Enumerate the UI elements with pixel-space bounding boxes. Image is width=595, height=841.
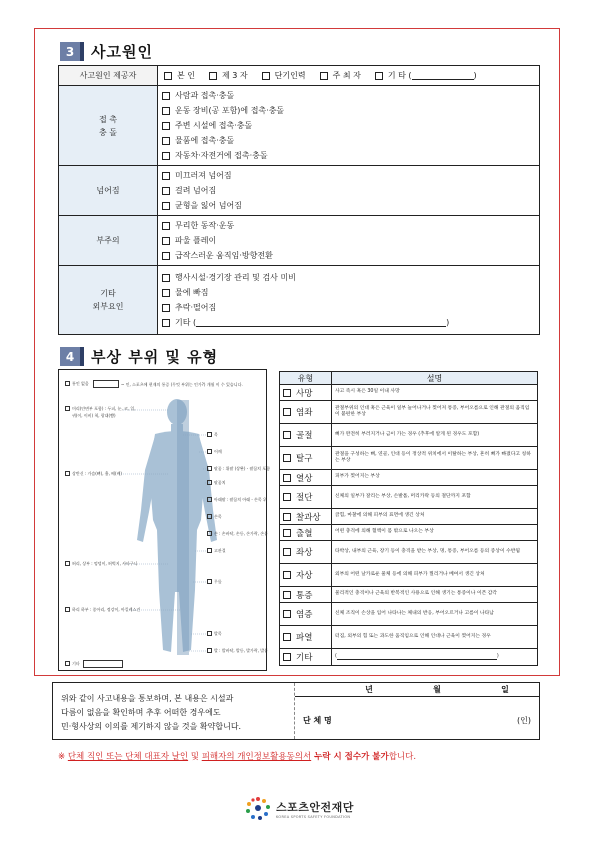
injury-desc-cell bbox=[332, 385, 537, 400]
injury-type-label: 열상 bbox=[296, 473, 313, 484]
body-label-note: ~ 인, 스포츠에 현재의 통증 (무엇 부위는 인가?) 개월 이 수 있습니다. bbox=[121, 382, 243, 387]
checkbox[interactable] bbox=[162, 237, 170, 245]
foundation-logo bbox=[244, 795, 354, 823]
checkbox[interactable] bbox=[283, 454, 291, 462]
seal-label[interactable]: (인) bbox=[517, 716, 531, 725]
section-4-bar bbox=[80, 347, 84, 366]
confirmation-line: 민·형사상의 이의를 제기하지 않을 것을 확약합니다. bbox=[61, 722, 242, 731]
cause-option[interactable]: 균형을 잃어 넘어짐 bbox=[162, 198, 535, 213]
checkbox[interactable] bbox=[65, 471, 70, 476]
checkbox[interactable] bbox=[65, 381, 70, 386]
checkbox[interactable] bbox=[283, 474, 291, 482]
injury-desc-cell bbox=[332, 509, 537, 524]
cause-option[interactable]: 물품에 접촉·충돌 bbox=[162, 133, 535, 148]
injury-type-table bbox=[279, 371, 538, 666]
body-label-foot[interactable]: 발 : 발바닥, 발등, 발가락, 발톱 bbox=[207, 648, 268, 654]
body-none-field[interactable] bbox=[93, 380, 119, 388]
section-3-bar bbox=[80, 42, 84, 61]
provider-option-host[interactable]: 주 최 자 bbox=[320, 70, 361, 81]
injury-type-label: 사망 bbox=[296, 388, 313, 399]
table-row bbox=[280, 385, 537, 401]
injury-desc-cell bbox=[332, 564, 537, 586]
body-label-forearm[interactable]: 아래팔 : 팔꿈치 아래 - 손목 위 bbox=[207, 497, 267, 503]
section-3-title bbox=[60, 41, 153, 62]
checkbox[interactable] bbox=[162, 319, 170, 327]
signature-area bbox=[295, 683, 539, 739]
body-label-hip-joint[interactable]: 고관절 bbox=[207, 548, 226, 554]
injury-desc-cell bbox=[332, 401, 537, 423]
injury-type-cell[interactable] bbox=[280, 447, 332, 469]
injury-type-label: 기타 bbox=[296, 653, 313, 663]
confirmation-text bbox=[53, 683, 295, 739]
checkbox[interactable] bbox=[283, 653, 291, 661]
notice-mark: ※ bbox=[58, 752, 66, 762]
injury-desc-text: 타박상, 내부의 근육, 장기 등이 충격을 받는 부상, 멍, 통증, 부어오름 등의 증상이 수반됨 bbox=[335, 548, 520, 554]
date-row bbox=[295, 683, 539, 697]
provider-option-other[interactable]: 기 타 ( ) bbox=[375, 70, 477, 81]
injury-desc-cell bbox=[332, 603, 537, 625]
checkbox[interactable] bbox=[162, 187, 170, 195]
checkbox[interactable] bbox=[283, 408, 291, 416]
checkbox[interactable] bbox=[283, 493, 291, 501]
cause-option[interactable]: 미끄러져 넘어짐 bbox=[162, 168, 535, 183]
checkbox[interactable] bbox=[283, 548, 291, 556]
table-row bbox=[280, 401, 537, 424]
body-label-elbow[interactable]: 팔꿈치 bbox=[207, 480, 226, 486]
checkbox[interactable] bbox=[162, 92, 170, 100]
checkbox[interactable] bbox=[162, 289, 170, 297]
injury-type-label: 찰과상 bbox=[296, 512, 321, 523]
foundation-logo-icon bbox=[244, 795, 272, 823]
cause-option[interactable]: 행사시설·경기장 관리 및 검사 미비 bbox=[162, 270, 535, 285]
body-label-upper[interactable]: 상반신 : 가슴(뼈), 흉, 배(배) bbox=[65, 471, 122, 477]
checkbox[interactable] bbox=[65, 561, 70, 566]
section-3-number: 3 bbox=[60, 42, 80, 61]
provider-option-self[interactable]: 본 인 bbox=[164, 70, 195, 81]
provider-option-temp[interactable]: 단기인력 bbox=[262, 70, 306, 81]
provider-other-field[interactable] bbox=[412, 72, 474, 80]
cause-option[interactable]: 사람과 접촉·충돌 bbox=[162, 88, 535, 103]
injury-desc-text: 관절부위의 인대 혹은 근육이 일부 늘어나거나 찢어져 통증, 부어오름으로 인해 관절의 움직임이 불편한 부상 bbox=[335, 405, 530, 417]
checkbox[interactable] bbox=[283, 513, 291, 521]
injury-desc-text: 신체 조직이 손상을 입어 나타나는 체내의 반응, 부어오르거나 고름이 나타남 bbox=[335, 610, 494, 616]
body-label-shoulder[interactable]: 어깨 bbox=[207, 449, 222, 455]
checkbox[interactable] bbox=[375, 72, 383, 80]
injury-desc-text: 외부의 어떤 날카로운 물체 등에 의해 피부가 찔리거나 베여서 생긴 상처 bbox=[335, 571, 485, 577]
injury-type-label: 골절 bbox=[296, 431, 313, 441]
injury-desc-text: 터짐, 외부의 힘 또는 과도한 움직임으로 인해 인대나 근육이 찢어지는 경우 bbox=[335, 633, 491, 639]
injury-desc-cell bbox=[332, 424, 537, 446]
header-type: 유형 bbox=[280, 372, 332, 384]
cause-row-careless bbox=[59, 216, 539, 266]
provider-option-third[interactable]: 제 3 자 bbox=[209, 70, 248, 81]
cause-other-field[interactable] bbox=[196, 319, 446, 327]
injury-type-label: 염증 bbox=[296, 610, 313, 620]
cause-label-careless: 부주의 bbox=[59, 216, 158, 265]
checkbox[interactable] bbox=[207, 497, 212, 502]
notice-part: 누락 시 접수가 불가 bbox=[311, 752, 389, 762]
checkbox[interactable] bbox=[65, 607, 70, 612]
cause-option[interactable]: 운동 장비(공 포함)에 접촉·충돌 bbox=[162, 103, 535, 118]
injury-desc-text: 피부가 찢어지는 부상 bbox=[335, 474, 380, 480]
injury-type-label: 탈구 bbox=[296, 454, 313, 464]
body-label-hip[interactable]: 허리, 상부 : 엉덩이, 허벅지, 사타구니 bbox=[65, 561, 138, 567]
body-label-other[interactable]: 기타 bbox=[65, 661, 80, 667]
body-label-hand[interactable]: 손 : 손바닥, 손등, 손가락, 손톱 bbox=[207, 531, 268, 537]
checkbox[interactable] bbox=[283, 529, 291, 537]
cause-option[interactable]: 추락·떨어짐 bbox=[162, 300, 535, 315]
table-row bbox=[280, 424, 537, 447]
injury-type-cell[interactable] bbox=[280, 603, 332, 625]
injury-type-cell[interactable] bbox=[280, 401, 332, 423]
checkbox[interactable] bbox=[207, 648, 212, 653]
checkbox[interactable] bbox=[207, 449, 212, 454]
body-other-field[interactable] bbox=[83, 660, 123, 668]
injury-desc-cell bbox=[332, 587, 537, 602]
confirmation-box bbox=[52, 682, 540, 740]
checkbox[interactable] bbox=[162, 252, 170, 260]
injury-type-label: 절단 bbox=[296, 493, 313, 503]
notice-part: 합니다. bbox=[388, 752, 417, 762]
injury-desc-cell bbox=[332, 649, 537, 665]
checkbox[interactable] bbox=[162, 274, 170, 282]
checkbox[interactable] bbox=[207, 514, 212, 519]
injury-desc-text: ( bbox=[335, 653, 337, 659]
checkbox[interactable] bbox=[207, 548, 212, 553]
injury-type-cell[interactable] bbox=[280, 649, 332, 665]
injury-desc-cell bbox=[332, 470, 537, 485]
body-label-wrist[interactable]: 손목 bbox=[207, 514, 222, 520]
injury-type-label: 통증 bbox=[296, 590, 313, 601]
section-4-heading: 부상 부위 및 유형 bbox=[91, 348, 219, 366]
injury-desc-cell bbox=[332, 525, 537, 540]
section-3-heading: 사고원인 bbox=[91, 43, 153, 61]
injury-type-cell[interactable] bbox=[280, 626, 332, 648]
checkbox[interactable] bbox=[162, 172, 170, 180]
injury-desc-cell bbox=[332, 447, 537, 469]
injury-desc-text: 물리적인 충격이나 근육의 반복적인 사용으로 인해 생기는 통증이나 이픈 감각 bbox=[335, 591, 498, 597]
cause-label-collision: 접 촉 충 돌 bbox=[59, 86, 158, 165]
injury-type-cell[interactable] bbox=[280, 470, 332, 485]
injury-desc-text: 어떤 충격에 의해 혈액이 몸 밖으로 나오는 부상 bbox=[335, 529, 434, 535]
injury-type-cell[interactable] bbox=[280, 587, 332, 602]
cause-row-collision bbox=[59, 86, 539, 166]
foundation-name: 스포츠안전재단 bbox=[276, 801, 354, 814]
injury-type-cell[interactable] bbox=[280, 564, 332, 586]
checkbox[interactable] bbox=[162, 137, 170, 145]
confirmation-line: 위와 같이 사고내용을 통보하며, 본 내용은 시설과 bbox=[61, 694, 234, 703]
checkbox[interactable] bbox=[162, 107, 170, 115]
table-row bbox=[280, 486, 537, 509]
checkbox[interactable] bbox=[283, 633, 291, 641]
injury-type-label: 출혈 bbox=[296, 528, 313, 539]
table-row bbox=[280, 603, 537, 626]
body-label-head[interactable]: 머리(안면부 포함) : 두피, 눈, 코, 입, bbox=[65, 406, 136, 412]
cause-option[interactable]: 물에 빠짐 bbox=[162, 285, 535, 300]
accident-cause-table bbox=[58, 65, 540, 335]
submission-notice bbox=[58, 750, 416, 762]
injury-desc-text: 관절을 구성하는 뼈, 연골, 인대 등이 정상적 위치에서 이탈하는 부상, 흔히 뼈가 빠졌다고 칭하는 부상 bbox=[335, 451, 531, 463]
notice-part: 단체 직인 또는 단체 대표자 날인 bbox=[67, 752, 189, 762]
body-label-ankle[interactable]: 발목 bbox=[207, 631, 222, 637]
cause-option[interactable]: 주변 시설에 접촉·충돌 bbox=[162, 118, 535, 133]
injury-type-cell[interactable] bbox=[280, 525, 332, 540]
injury-desc-text: 뼈가 완전히 부러지거나 금이 가는 경우 (추후에 알게 된 경우도 포함) bbox=[335, 431, 480, 437]
cause-option[interactable]: 자동차·자전거에 접촉·충돌 bbox=[162, 148, 535, 163]
cause-option[interactable]: 파울 플레이 bbox=[162, 233, 535, 248]
provider-label: 사고원인 제공자 bbox=[59, 66, 158, 85]
injury-desc-text: 신체의 일부가 잘리는 부상, 손발톱, 머리카락 등의 절단까지 포함 bbox=[335, 493, 471, 499]
checkbox[interactable] bbox=[162, 152, 170, 160]
injury-type-label: 좌상 bbox=[296, 548, 313, 558]
checkbox[interactable] bbox=[65, 661, 70, 666]
body-label-none[interactable]: 통인 없음 bbox=[65, 381, 89, 387]
checkbox[interactable] bbox=[283, 389, 291, 397]
table-row bbox=[280, 649, 537, 665]
cause-row-external bbox=[59, 266, 539, 334]
provider-row bbox=[59, 66, 539, 86]
injury-type-cell[interactable] bbox=[280, 486, 332, 508]
injury-type-label: 파열 bbox=[296, 633, 313, 643]
checkbox[interactable] bbox=[164, 72, 172, 80]
date-year[interactable]: 년 bbox=[365, 685, 373, 694]
date-month[interactable]: 월 bbox=[433, 685, 441, 694]
org-name-label: 단 체 명 bbox=[303, 716, 332, 725]
checkbox[interactable] bbox=[207, 466, 212, 471]
table-row bbox=[280, 541, 537, 564]
injury-desc-end: ) bbox=[496, 653, 499, 659]
cause-option[interactable]: 걸려 넘어짐 bbox=[162, 183, 535, 198]
cause-label-external: 기타 외부요인 bbox=[59, 266, 158, 334]
checkbox[interactable] bbox=[65, 406, 70, 411]
injury-desc-cell bbox=[332, 541, 537, 563]
header-desc: 설명 bbox=[426, 373, 443, 383]
checkbox[interactable] bbox=[262, 72, 270, 80]
checkbox[interactable] bbox=[162, 122, 170, 130]
injury-type-cell[interactable] bbox=[280, 385, 332, 400]
checkbox[interactable] bbox=[283, 431, 291, 439]
table-row bbox=[280, 470, 537, 486]
cause-option[interactable]: 무리한 동작·운동 bbox=[162, 218, 535, 233]
checkbox[interactable] bbox=[207, 432, 212, 437]
body-label-upperarm[interactable]: 팔꿈 : 위팔 (상완) - 팔꿈치 포함 bbox=[207, 466, 270, 472]
cause-label-fall: 넘어짐 bbox=[59, 166, 158, 215]
injury-desc-cell bbox=[332, 486, 537, 508]
section-4-number: 4 bbox=[60, 347, 80, 366]
body-label-head-2: 귀(이, 이비) 척, 광대(뺨) bbox=[72, 413, 116, 418]
checkbox[interactable] bbox=[207, 579, 212, 584]
body-label-shin[interactable]: 하리 하부 : 종아리, 정강이, 아킬레스건 bbox=[65, 607, 140, 613]
notice-part: 피해자의 개인정보활용동의서 bbox=[201, 752, 312, 762]
checkbox[interactable] bbox=[207, 480, 212, 485]
injury-desc-cell bbox=[332, 626, 537, 648]
cause-row-fall bbox=[59, 166, 539, 216]
injury-desc-text: 사고 즉시 혹은 30일 이내 사망 bbox=[335, 389, 400, 395]
injury-type-label: 자상 bbox=[296, 571, 313, 581]
table-row bbox=[280, 509, 537, 525]
injury-desc-text: 긁힘, 마찰에 의해 피부의 표면에 생긴 상처 bbox=[335, 513, 425, 519]
checkbox[interactable] bbox=[207, 531, 212, 536]
body-label-knee[interactable]: 무릎 bbox=[207, 579, 222, 585]
injury-type-cell[interactable] bbox=[280, 509, 332, 524]
table-row bbox=[280, 626, 537, 649]
checkbox[interactable] bbox=[320, 72, 328, 80]
checkbox[interactable] bbox=[283, 571, 291, 579]
confirmation-line: 다름이 없음을 확인하며 추후 어떠한 경우에도 bbox=[61, 708, 221, 717]
cause-option[interactable]: 급작스러운 움직임·방향전환 bbox=[162, 248, 535, 263]
checkbox[interactable] bbox=[207, 631, 212, 636]
table-row bbox=[280, 587, 537, 603]
checkbox[interactable] bbox=[283, 591, 291, 599]
cause-option-other[interactable]: 기타 ( ) bbox=[162, 315, 535, 330]
date-day[interactable]: 일 bbox=[501, 685, 509, 694]
notice-part: 및 bbox=[188, 752, 202, 762]
section-4-title bbox=[60, 346, 218, 367]
checkbox[interactable] bbox=[162, 202, 170, 210]
injury-type-cell[interactable] bbox=[280, 424, 332, 446]
checkbox[interactable] bbox=[209, 72, 217, 80]
table-row bbox=[280, 564, 537, 587]
checkbox[interactable] bbox=[283, 610, 291, 618]
body-diagram bbox=[58, 369, 271, 671]
injury-type-cell[interactable] bbox=[280, 541, 332, 563]
table-header bbox=[280, 372, 537, 385]
table-row bbox=[280, 447, 537, 470]
injury-other-field[interactable] bbox=[337, 654, 497, 660]
table-row bbox=[280, 525, 537, 541]
injury-type-label: 염좌 bbox=[296, 408, 313, 418]
foundation-subname: KOREA SPORTS SAFETY FOUNDATION bbox=[276, 815, 351, 819]
body-label-neck[interactable]: 목 bbox=[207, 432, 218, 438]
checkbox[interactable] bbox=[162, 304, 170, 312]
checkbox[interactable] bbox=[162, 222, 170, 230]
